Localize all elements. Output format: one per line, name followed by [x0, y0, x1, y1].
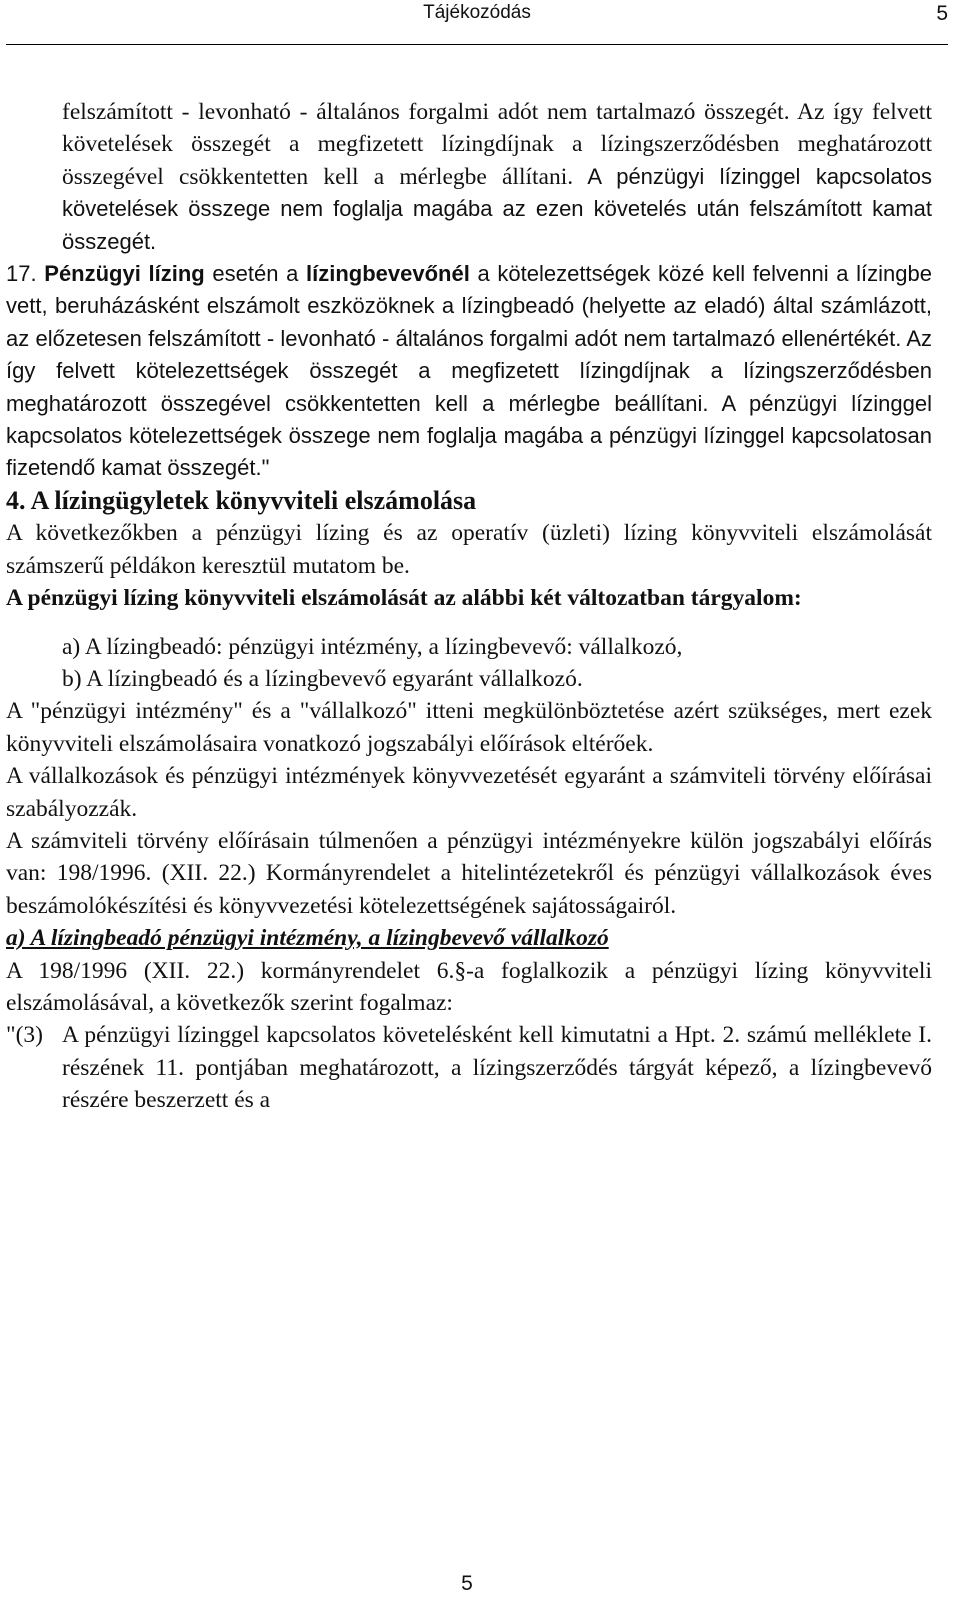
paragraph-text-serif: felszámított - levonható - általános forgalmi adót nem tartalmazó összegét. Az így felvett követelések összegét a megfizetett lízingdíjnak a lízingszerződésben meghatározott összegével csökkentetten kell a mérlegbe állítani. [62, 99, 932, 190]
paragraph-text: esetén a [204, 261, 307, 287]
quoted-regulation [6, 1019, 932, 1116]
variant-list [6, 631, 932, 696]
sub-heading: a) A lízingbeadó pénzügyi intézmény, a lízingbevevő vállalkozó [6, 925, 609, 952]
header-page-number: 5 [936, 2, 948, 25]
paragraph: A 198/1996 (XII. 22.) kormányrendelet 6.§-a foglalkozik a pénzügyi lízing könyvviteli elszámolásával, a következők szerint fogalmaz: [6, 957, 932, 1016]
running-header-title: Tájékozódás [423, 2, 531, 23]
section-heading: 4. A lízingügyletek könyvviteli elszámolása [6, 485, 477, 515]
paragraph: A vállalkozások és pénzügyi intézmények könyvvezetését egyaránt a számviteli törvény előírásai szabályozzák. [6, 763, 932, 822]
page-header [6, 0, 948, 45]
list-item: b) A lízingbeadó és a lízingbevevő egyaránt vállalkozó. [62, 665, 583, 692]
paragraph-17 [6, 258, 932, 485]
term-lessee: lízingbevevőnél [306, 261, 470, 287]
paragraph: A "pénzügyi intézmény" és a "vállalkozó" itteni megkülönböztetése azért szükséges, mert ezek könyvviteli elszámolásaira vonatkozó jogszabályi előírások eltérőek. [6, 698, 932, 757]
section-intro: A következőkben a pénzügyi lízing és az operatív (üzleti) lízing könyvviteli elszámolását számszerű példákon keresztül mutatom be. [6, 520, 932, 579]
page-content [6, 96, 932, 1117]
paragraph-continuation [6, 96, 932, 258]
quote-number: "(3) [6, 1022, 43, 1049]
paragraph-number: 17. [6, 261, 37, 287]
bold-statement: A pénzügyi lízing könyvviteli elszámolását az alábbi két változatban tárgyalom: [6, 585, 802, 612]
list-item: a) A lízingbeadó: pénzügyi intézmény, a lízingbevevő: vállalkozó, [62, 633, 683, 660]
paragraph-text: a kötelezettségek közé kell felvenni a lízingbe vett, beruházásként elszámolt eszközöknek a lízingbeadó (helyette az eladó) által számlázott, az előzetesen felszámított - levonható - általános forgalmi adót nem tartalmazó ellenértékét. Az így felvett kötelezettségek összegét a megfizetett lízingdíjnak a lízingszerződésben meghatározott összegével csökkentetten kell a mérlegbe beállítani. A pénzügyi lízinggel kapcsolatos kötelezettségek összege nem foglalja magába a pénzügyi lízinggel kapcsolatosan fizetendő kamat összegét." [6, 261, 932, 481]
paragraph-text-sans: A pénzügyi lízinggel kapcsolatos követelések összege nem foglalja magába az ezen követelés után felszámított kamat összegét. [62, 163, 932, 254]
quote-text: A pénzügyi lízinggel kapcsolatos követelésként kell kimutatni a Hpt. 2. számú melléklete I. részének 11. pontjában meghatározott, a lízingszerződés tárgyát képező, a lízingbevevő részére beszerzett és a [62, 1022, 932, 1114]
term-financial-leasing: Pénzügyi lízing [44, 261, 205, 287]
footer-page-number: 5 [461, 1572, 473, 1595]
paragraph: A számviteli törvény előírásain túlmenően a pénzügyi intézményekre külön jogszabályi előírás van: 198/1996. (XII. 22.) Kormányrendelet a hitelintézetekről és pénzügyi vállalkozások éves beszámolókészítési és könyvvezetési kötelezettségének sajátosságairól. [6, 827, 932, 919]
